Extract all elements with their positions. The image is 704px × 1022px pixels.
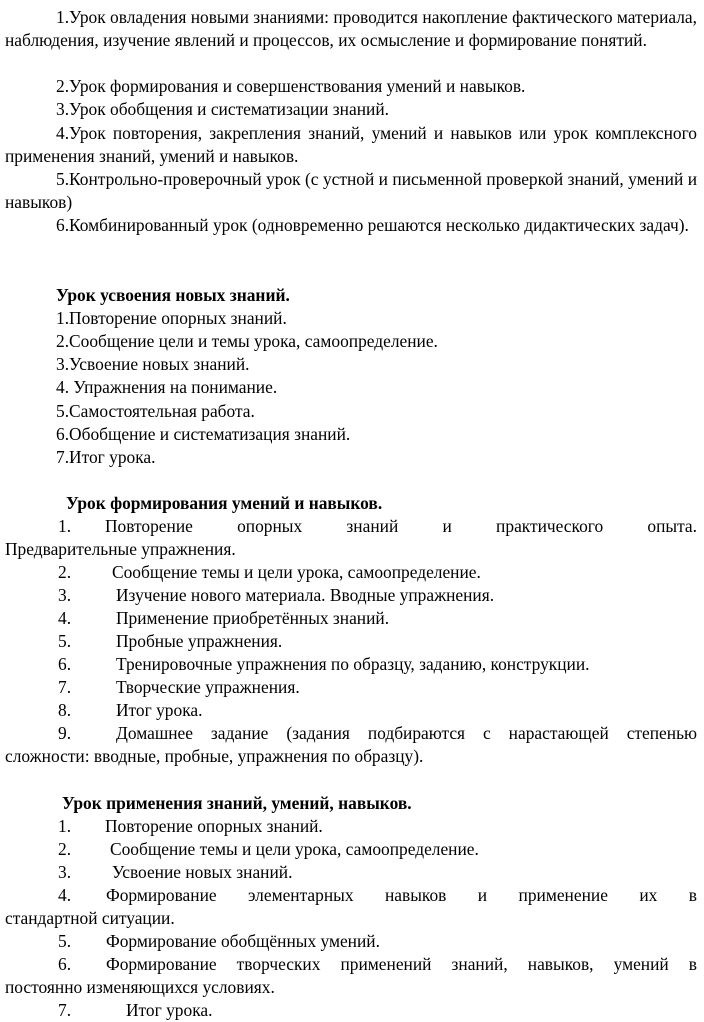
lesson-type-6: 6.Комбинированный урок (одновременно решаются несколько дидактических задач). bbox=[56, 215, 689, 235]
list-number: 7. bbox=[58, 1000, 72, 1020]
list-item: Усвоение новых знаний. bbox=[112, 862, 293, 882]
list-number: 4. bbox=[58, 885, 72, 905]
list-item-continuation: Предварительные упражнения. bbox=[5, 539, 236, 559]
list-item: 5.Самостоятельная работа. bbox=[56, 401, 255, 421]
list-item-continuation: стандартной ситуации. bbox=[5, 908, 175, 928]
section-title-skills: Урок формирования умений и навыков. bbox=[66, 493, 383, 513]
list-item: Повторение опорных знаний и практического опыта. bbox=[105, 516, 697, 536]
list-item: Тренировочные упражнения по образцу, заданию, конструкции. bbox=[116, 654, 590, 674]
list-item-continuation: постоянно изменяющихся условиях. bbox=[5, 977, 275, 997]
list-item: 3.Усвоение новых знаний. bbox=[56, 354, 250, 374]
list-item: 1.Повторение опорных знаний. bbox=[56, 308, 287, 328]
list-item: 2.Сообщение цели и темы урока, самоопределение. bbox=[56, 331, 438, 351]
list-number: 3. bbox=[58, 585, 72, 605]
list-item: Повторение опорных знаний. bbox=[105, 816, 323, 836]
list-item: Сообщение темы и цели урока, самоопределение. bbox=[110, 839, 479, 859]
list-item: 4. Упражнения на понимание. bbox=[56, 377, 278, 397]
list-number: 8. bbox=[58, 700, 72, 720]
list-item: Формирование обобщённых умений. bbox=[106, 931, 380, 951]
list-number: 7. bbox=[58, 677, 72, 697]
list-number: 4. bbox=[58, 608, 72, 628]
list-item: Формирование творческих применений знаний, навыков, умений в bbox=[106, 954, 697, 974]
lesson-type-1: 1.Урок овладения новыми знаниями: проводится накопление фактического материала, наблюдения, изучение явлений и процессов, их осмысление и формирование понятий. bbox=[5, 7, 697, 51]
list-item: Итог урока. bbox=[116, 700, 203, 720]
list-item-continuation: сложности: вводные, пробные, упражнения по образцу). bbox=[5, 746, 424, 766]
list-number: 2. bbox=[58, 562, 72, 582]
list-number: 6. bbox=[58, 954, 72, 974]
list-number: 5. bbox=[58, 931, 72, 951]
list-item: Домашнее задание (задания подбираются с нарастающей степенью bbox=[116, 723, 697, 743]
lesson-type-5: 5.Контрольно-проверочный урок (с устной и письменной проверкой знаний, умений и навыков) bbox=[5, 169, 697, 213]
list-number: 2. bbox=[58, 839, 72, 859]
list-number: 1. bbox=[58, 816, 72, 836]
list-number: 9. bbox=[58, 723, 72, 743]
list-item: Изучение нового материала. Вводные упражнения. bbox=[116, 585, 495, 605]
list-number: 6. bbox=[58, 654, 72, 674]
lesson-type-4: 4.Урок повторения, закрепления знаний, умений и навыков или урок комплексного применения знаний, умений и навыков. bbox=[5, 123, 697, 167]
list-item: Сообщение темы и цели урока, самоопределение. bbox=[112, 562, 481, 582]
list-number: 1. bbox=[58, 516, 72, 536]
list-item: 6.Обобщение и систематизация знаний. bbox=[56, 424, 351, 444]
list-item: Итог урока. bbox=[126, 1000, 213, 1020]
list-item: Пробные упражнения. bbox=[116, 631, 283, 651]
section-title-new-knowledge: Урок усвоения новых знаний. bbox=[56, 285, 290, 305]
list-item: Формирование элементарных навыков и применение их в bbox=[106, 885, 697, 905]
lesson-type-2: 2.Урок формирования и совершенствования умений и навыков. bbox=[56, 76, 526, 96]
section-title-application: Урок применения знаний, умений, навыков. bbox=[62, 793, 412, 813]
list-item: Творческие упражнения. bbox=[116, 677, 300, 697]
list-item: Применение приобретённых знаний. bbox=[116, 608, 390, 628]
list-number: 5. bbox=[58, 631, 72, 651]
list-number: 3. bbox=[58, 862, 72, 882]
list-item: 7.Итог урока. bbox=[56, 447, 156, 467]
lesson-type-3: 3.Урок обобщения и систематизации знаний. bbox=[56, 99, 389, 119]
